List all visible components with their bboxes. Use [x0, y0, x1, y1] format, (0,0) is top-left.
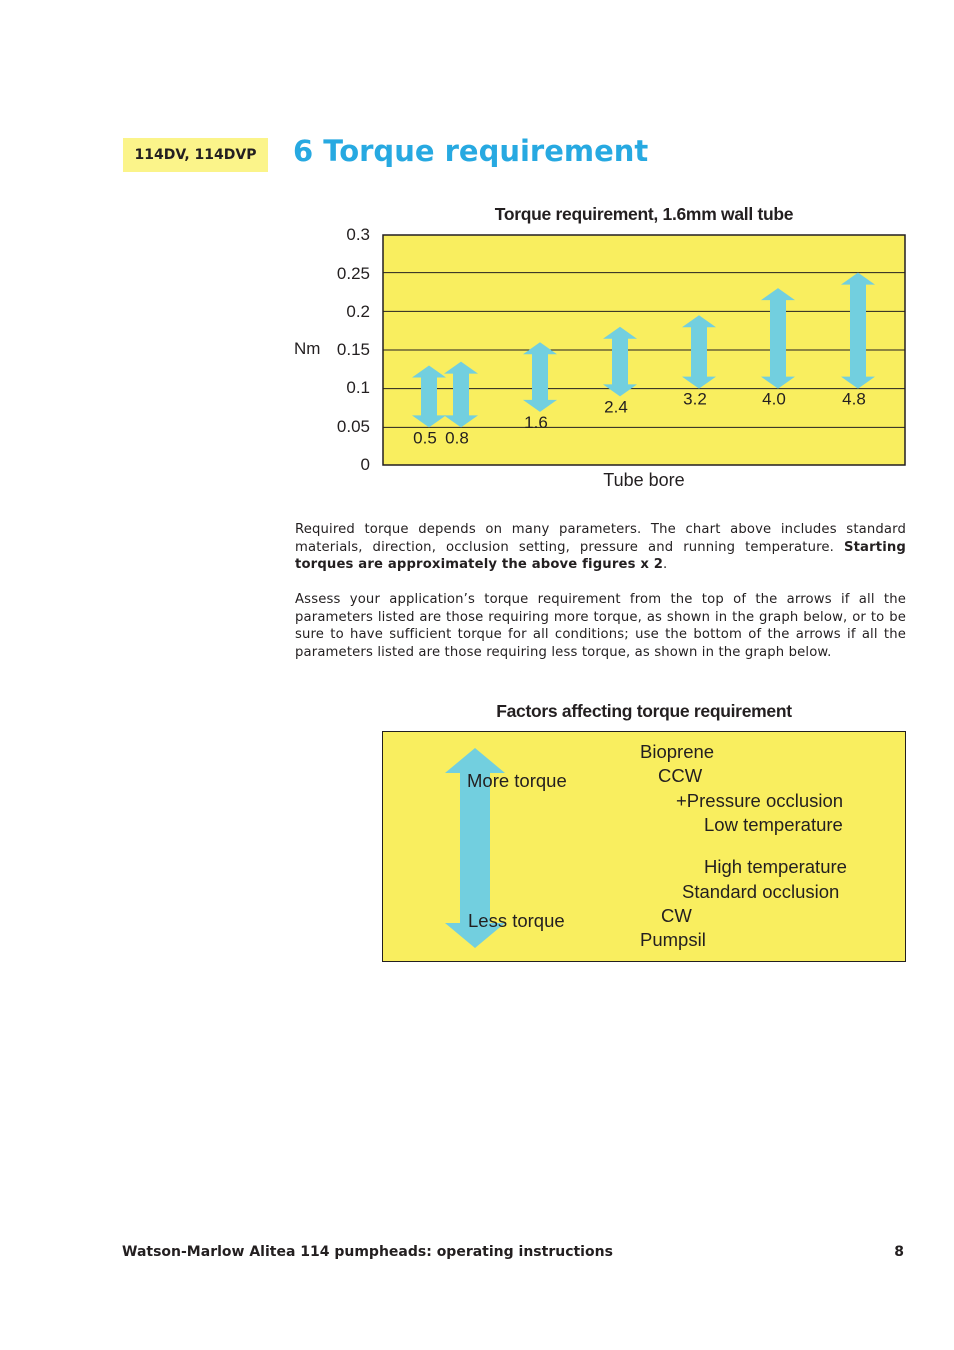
starting-torque-note: Starting torques are approximately the above figures x 2: [295, 539, 906, 573]
more-torque-label: More torque: [467, 770, 567, 791]
sentence-end: .: [663, 557, 668, 573]
bore-label: 1.6: [524, 412, 548, 432]
factor-item: +Pressure occlusion: [676, 790, 844, 811]
factor-item: Bioprene: [640, 741, 715, 762]
factor-item: Low temperature: [704, 814, 843, 835]
page-footer: [122, 1244, 904, 1260]
model-tag: 114DV, 114DVP: [123, 138, 268, 172]
bore-label: 0.5: [413, 428, 437, 448]
factor-item: High temperature: [704, 856, 847, 877]
page-number: 8: [894, 1244, 904, 1260]
bore-label: 4.0: [762, 389, 786, 409]
y-tick-label: 0.3: [346, 225, 370, 244]
factor-item: Standard occlusion: [682, 881, 840, 902]
factor-item: Pumpsil: [640, 929, 706, 950]
paragraph-text: Required torque depends on many parameters. The chart above includes standard materials, direction, occlusion setting, pressure and running temperature.: [295, 522, 906, 555]
factors-diagram: [382, 731, 906, 962]
y-tick-label: 0.05: [336, 417, 370, 436]
y-axis-label: Nm: [294, 339, 321, 358]
paragraph-parameters: [295, 521, 906, 574]
factors-title: Factors affecting torque requirement: [496, 701, 792, 721]
factor-item: CW: [661, 905, 692, 926]
y-tick-label: 0: [360, 455, 370, 474]
x-axis-label: Tube bore: [603, 470, 685, 490]
bore-label: 4.8: [842, 389, 866, 409]
bore-label: 2.4: [604, 397, 628, 417]
less-torque-label: Less torque: [468, 910, 565, 931]
torque-chart: [382, 234, 906, 466]
chart-title: Torque requirement, 1.6mm wall tube: [494, 204, 794, 224]
y-tick-label: 0.2: [346, 302, 370, 321]
bore-label: 3.2: [683, 389, 707, 409]
y-tick-label: 0.15: [336, 340, 370, 359]
bore-label: 0.8: [445, 428, 469, 448]
section-title: 6 Torque requirement: [293, 134, 649, 168]
factor-item: CCW: [658, 765, 703, 786]
footer-title: Watson-Marlow Alitea 114 pumpheads: operating instructions: [122, 1244, 613, 1260]
y-tick-label: 0.25: [336, 264, 370, 283]
paragraph-assess: Assess your application’s torque requirement from the top of the arrows if all the parameters listed are those requiring more torque, as shown in the graph below, or to be sure to have sufficient torque for all conditions; use the bottom of the arrows if all the parameters listed are those requiring less torque, as shown in the graph below.: [295, 592, 906, 661]
y-tick-label: 0.1: [346, 378, 370, 397]
